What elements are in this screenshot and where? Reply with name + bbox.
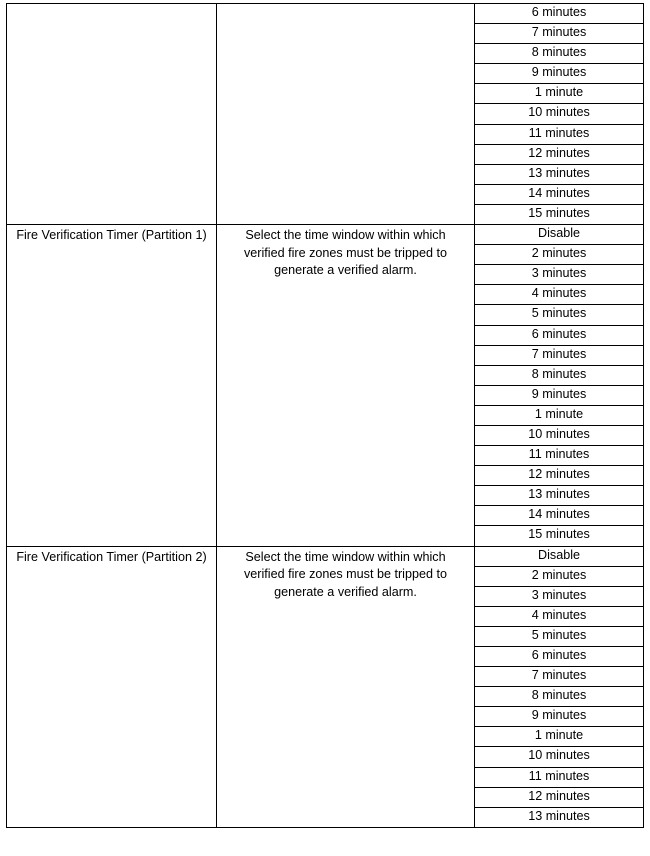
option-value-cell: 9 minutes [475, 385, 644, 405]
option-value-cell: 2 minutes [475, 245, 644, 265]
option-value-cell: 7 minutes [475, 667, 644, 687]
option-value-cell: Disable [475, 546, 644, 566]
option-value-cell: 3 minutes [475, 265, 644, 285]
option-value-cell: 7 minutes [475, 345, 644, 365]
option-value-cell: 14 minutes [475, 506, 644, 526]
option-value-cell: 15 minutes [475, 204, 644, 224]
option-value-cell: 15 minutes [475, 526, 644, 546]
option-value-cell: 8 minutes [475, 687, 644, 707]
setting-description-cell [217, 4, 475, 225]
table-row [7, 225, 644, 245]
setting-name-cell [7, 4, 217, 225]
option-value-cell: 12 minutes [475, 787, 644, 807]
option-value-cell: 13 minutes [475, 164, 644, 184]
option-value-cell: 7 minutes [475, 24, 644, 44]
option-value-cell: 13 minutes [475, 807, 644, 827]
settings-table [6, 3, 644, 828]
option-value-cell: 4 minutes [475, 285, 644, 305]
option-value-cell: 14 minutes [475, 184, 644, 204]
option-value-cell: 3 minutes [475, 586, 644, 606]
option-value-cell: 5 minutes [475, 626, 644, 646]
option-value-cell: 4 minutes [475, 606, 644, 626]
option-value-cell: 8 minutes [475, 44, 644, 64]
option-value-cell: Disable [475, 225, 644, 245]
option-value-cell: 10 minutes [475, 747, 644, 767]
option-value-cell: 9 minutes [475, 707, 644, 727]
option-value-cell: 13 minutes [475, 486, 644, 506]
option-value-cell: 2 minutes [475, 566, 644, 586]
option-value-cell: 6 minutes [475, 647, 644, 667]
setting-description-cell: Select the time window within which verified fire zones must be tripped to generate a verified alarm. [217, 225, 475, 547]
option-value-cell: 1 minute [475, 727, 644, 747]
option-value-cell: 11 minutes [475, 124, 644, 144]
settings-table-body [7, 4, 644, 828]
option-value-cell: 1 minute [475, 405, 644, 425]
option-value-cell: 8 minutes [475, 365, 644, 385]
setting-name-cell: Fire Verification Timer (Partition 2) [7, 546, 217, 827]
option-value-cell: 10 minutes [475, 104, 644, 124]
option-value-cell: 10 minutes [475, 425, 644, 445]
table-row [7, 546, 644, 566]
table-row [7, 4, 644, 24]
option-value-cell: 12 minutes [475, 144, 644, 164]
option-value-cell: 11 minutes [475, 446, 644, 466]
option-value-cell: 5 minutes [475, 305, 644, 325]
option-value-cell: 9 minutes [475, 64, 644, 84]
setting-description-cell: Select the time window within which verified fire zones must be tripped to generate a verified alarm. [217, 546, 475, 827]
option-value-cell: 6 minutes [475, 325, 644, 345]
option-value-cell: 11 minutes [475, 767, 644, 787]
option-value-cell: 12 minutes [475, 466, 644, 486]
option-value-cell: 1 minute [475, 84, 644, 104]
setting-name-cell: Fire Verification Timer (Partition 1) [7, 225, 217, 547]
option-value-cell: 6 minutes [475, 4, 644, 24]
